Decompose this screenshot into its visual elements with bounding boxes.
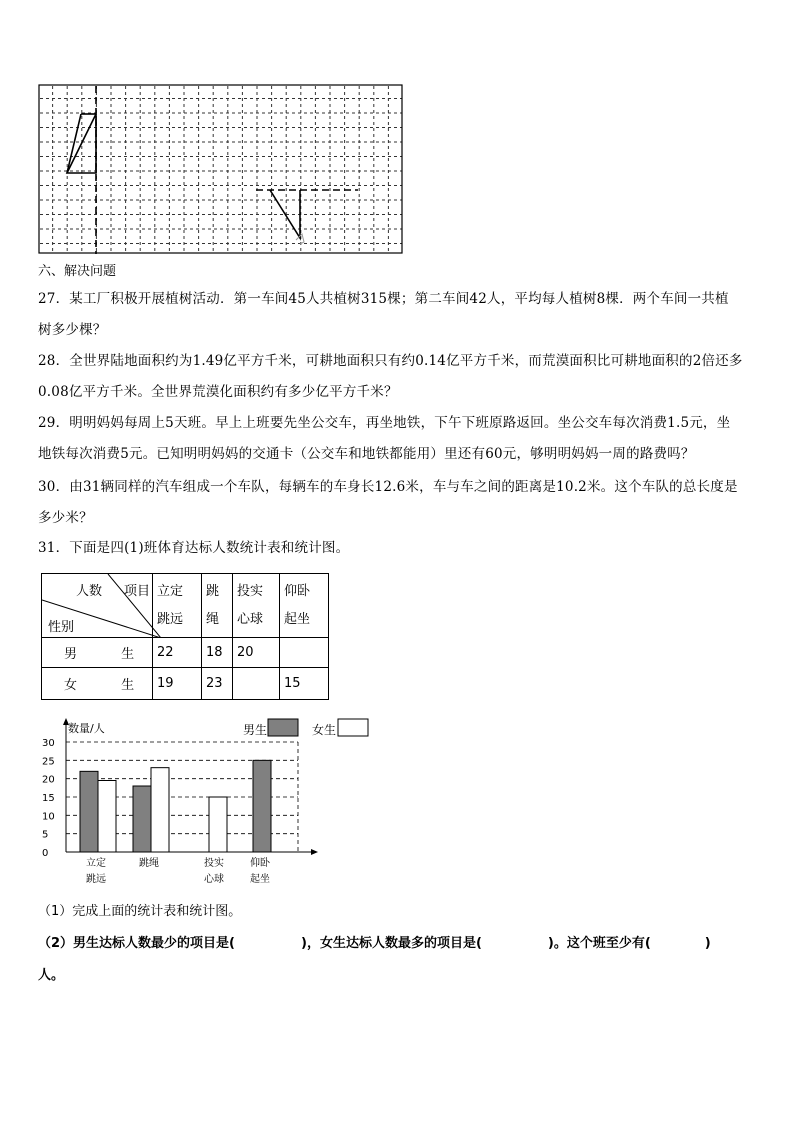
y-axis-label: 数量/人 <box>68 722 105 735</box>
bar-girls-1 <box>151 768 169 852</box>
bar-boys-0 <box>80 771 98 852</box>
question-30 <box>38 472 758 534</box>
question-27-line1: 27．某工厂积极开展植树活动．第一车间45人共植树315棵；第二车间42人，平均每人植树8棵．两个车间一共植 <box>38 291 729 307</box>
x-tick-label: 跳远 <box>86 874 106 885</box>
header-count-label: 人数 <box>76 584 103 599</box>
table-row <box>42 668 329 700</box>
x-axis-arrow <box>311 849 318 855</box>
table-row <box>42 638 329 668</box>
y-tick-label: 30 <box>42 738 55 749</box>
col-header-0-l2: 跳远 <box>157 611 184 627</box>
bar-chart <box>30 714 390 890</box>
question-30-line2: 多少米？ <box>38 510 93 526</box>
sub-question-2-part-c: )。这个班至少有( <box>547 936 651 951</box>
sub-question-2-tail: 人。 <box>38 968 65 983</box>
x-tick-label: 起坐 <box>250 874 270 885</box>
row-label-girls-a: 女 <box>64 678 78 693</box>
legend-girls-swatch <box>338 719 368 736</box>
question-27 <box>38 284 758 346</box>
col-header-1-l1: 跳 <box>206 583 220 599</box>
grid-figure <box>38 84 404 256</box>
row-label-boys <box>42 638 153 668</box>
col-header-0-l1: 立定 <box>157 583 184 599</box>
y-tick-label: 0 <box>42 848 49 859</box>
table-cell: 22 <box>153 638 202 668</box>
header-gender-label: 性别 <box>48 620 75 635</box>
table-cell: 15 <box>280 668 329 700</box>
question-28-line2: 0.08亿平方千米。全世界荒漠化面积约有多少亿平方千米？ <box>38 384 398 400</box>
col-header-1 <box>202 574 233 638</box>
question-27-line2: 树多少棵？ <box>38 322 107 338</box>
bar-boys-1 <box>133 786 151 852</box>
table-cell-blank[interactable] <box>280 638 329 668</box>
col-header-2-l2: 心球 <box>237 611 264 627</box>
sub-question-2-part-d: ) <box>704 936 711 951</box>
y-tick-label: 20 <box>42 774 55 786</box>
legend-boys-label: 男生 <box>243 723 268 737</box>
sub-question-2-part-b: )，女生达标人数最多的项目是( <box>301 936 482 951</box>
bar-boys-3 <box>253 760 271 852</box>
x-tick-label: 投实 <box>204 858 224 869</box>
legend-boys-swatch <box>268 719 298 736</box>
table-cell: 19 <box>153 668 202 700</box>
x-tick-label: 心球 <box>204 874 224 885</box>
question-29-line2: 地铁每次消费5元。已知明明妈妈的交通卡（公交车和地铁都能用）里还有60元，够明明妈妈一周的路费吗？ <box>38 446 695 462</box>
col-header-3-l1: 仰卧 <box>284 583 311 599</box>
row-label-girls <box>42 668 153 700</box>
col-header-2-l1: 投实 <box>237 583 264 599</box>
x-tick-label: 立定 <box>86 858 106 869</box>
question-29-line1: 29．明明妈妈每周上5天班。早上上班要先坐公交车，再坐地铁，下午下班原路返回。坐公交车每次消费1.5元，坐 <box>38 415 731 431</box>
question-31-intro: 31．下面是四(1)班体育达标人数统计表和统计图。 <box>38 540 350 556</box>
table-cell: 20 <box>233 638 280 668</box>
question-30-line1: 30．由31辆同样的汽车组成一个车队，每辆车的车身长12.6米，车与车之间的距离是10.2米。这个车队的总长度是 <box>38 479 738 495</box>
x-tick-label: 仰卧 <box>250 858 270 869</box>
col-header-3 <box>280 574 329 638</box>
row-label-boys-b: 生 <box>121 647 135 662</box>
y-tick-label: 10 <box>42 811 55 823</box>
col-header-3-l2: 起坐 <box>284 611 311 627</box>
statistics-table <box>41 573 329 700</box>
x-tick-label: 跳绳 <box>139 858 159 869</box>
question-29 <box>38 408 758 470</box>
question-28 <box>38 346 758 408</box>
table-diagonal-header <box>42 574 153 638</box>
legend-girls-label: 女生 <box>312 723 337 737</box>
table-cell: 18 <box>202 638 233 668</box>
sub-question-1: （1）完成上面的统计表和统计图。 <box>38 904 242 919</box>
question-28-line1: 28．全世界陆地面积约为1.49亿平方千米，可耕地面积只有约0.14亿平方千米，而荒漠面积比可耕地面积的2倍还多 <box>38 353 743 369</box>
sub-question-2 <box>38 934 760 954</box>
sub-question-2-part-a: （2）男生达标人数最少的项目是( <box>38 936 235 951</box>
row-label-boys-a: 男 <box>64 647 78 662</box>
col-header-1-l2: 绳 <box>206 611 220 627</box>
col-header-2 <box>233 574 280 638</box>
y-tick-label: 25 <box>42 756 55 768</box>
bar-girls-2 <box>209 797 227 852</box>
table-cell: 23 <box>202 668 233 700</box>
table-cell-blank[interactable] <box>233 668 280 700</box>
section-title: 六、解决问题 <box>38 264 117 279</box>
y-tick-label: 15 <box>42 793 55 804</box>
y-tick-label: 5 <box>42 829 49 841</box>
header-item-label: 项目 <box>124 584 151 599</box>
row-label-girls-b: 生 <box>121 678 135 693</box>
bar-girls-0 <box>98 781 116 853</box>
